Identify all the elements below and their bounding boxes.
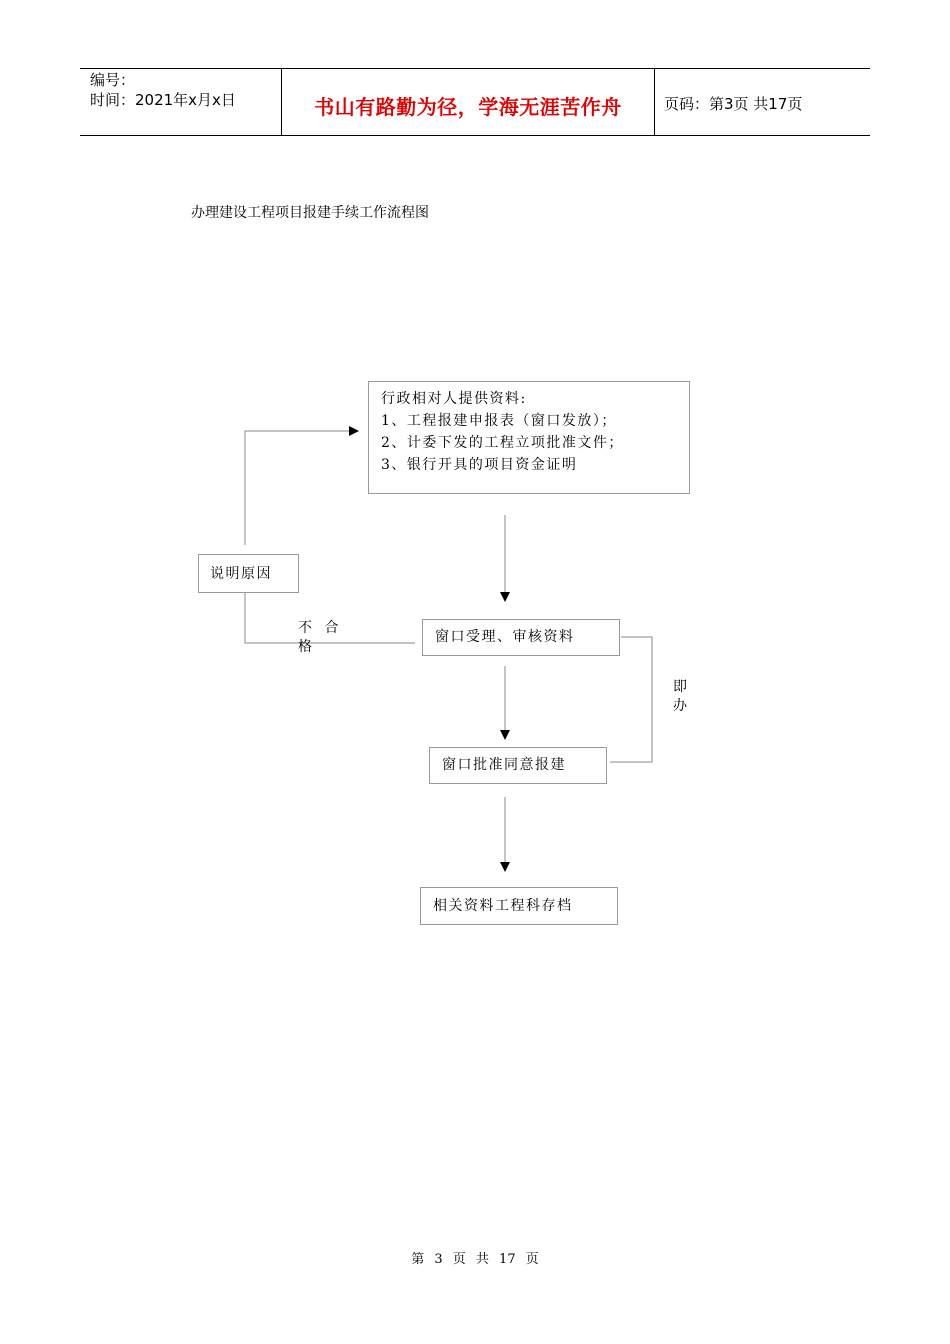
submit-box-item: 3、银行开具的项目资金证明 <box>381 457 578 473</box>
submit-box-item: 2、计委下发的工程立项批准文件； <box>381 435 624 451</box>
immediate-label-line1: 即 <box>673 679 687 695</box>
submit-box-heading: 行政相对人提供资料: <box>381 391 527 407</box>
immediate-label-line2: 办 <box>673 698 687 714</box>
archive-box-label: 相关资料工程科存档 <box>433 898 573 914</box>
approve-box <box>429 747 607 784</box>
arrow-down-icon <box>500 862 510 872</box>
reason-box <box>198 554 299 593</box>
page-info: 页码：第3页 共17页 <box>664 95 803 113</box>
document-date: 时间：2021年x月x日 <box>90 91 236 109</box>
arrow-down-icon <box>500 592 510 602</box>
arrow-down-icon <box>500 730 510 740</box>
reason-box-label: 说明原因 <box>210 566 272 582</box>
reject-label-line2: 格 <box>298 639 312 655</box>
document-number-label: 编号： <box>90 71 136 89</box>
archive-box <box>420 887 618 925</box>
approve-box-label: 窗口批准同意报建 <box>442 757 566 773</box>
arrow-right-icon <box>349 426 359 436</box>
review-box <box>422 619 620 656</box>
header-motto: 书山有路勤为径，学海无涯苦作舟 <box>314 95 622 119</box>
submit-box-item: 1、工程报建申报表（窗口发放）； <box>381 413 617 429</box>
connector-reason-to-submit <box>245 431 352 545</box>
page-title: 办理建设工程项目报建手续工作流程图 <box>191 205 429 221</box>
review-box-label: 窗口受理、审核资料 <box>435 629 575 645</box>
submit-materials-box <box>368 381 690 494</box>
page-footer: 第 3 页 共 17 页 <box>411 1252 539 1267</box>
reject-label-line1: 不 合 <box>298 620 339 636</box>
